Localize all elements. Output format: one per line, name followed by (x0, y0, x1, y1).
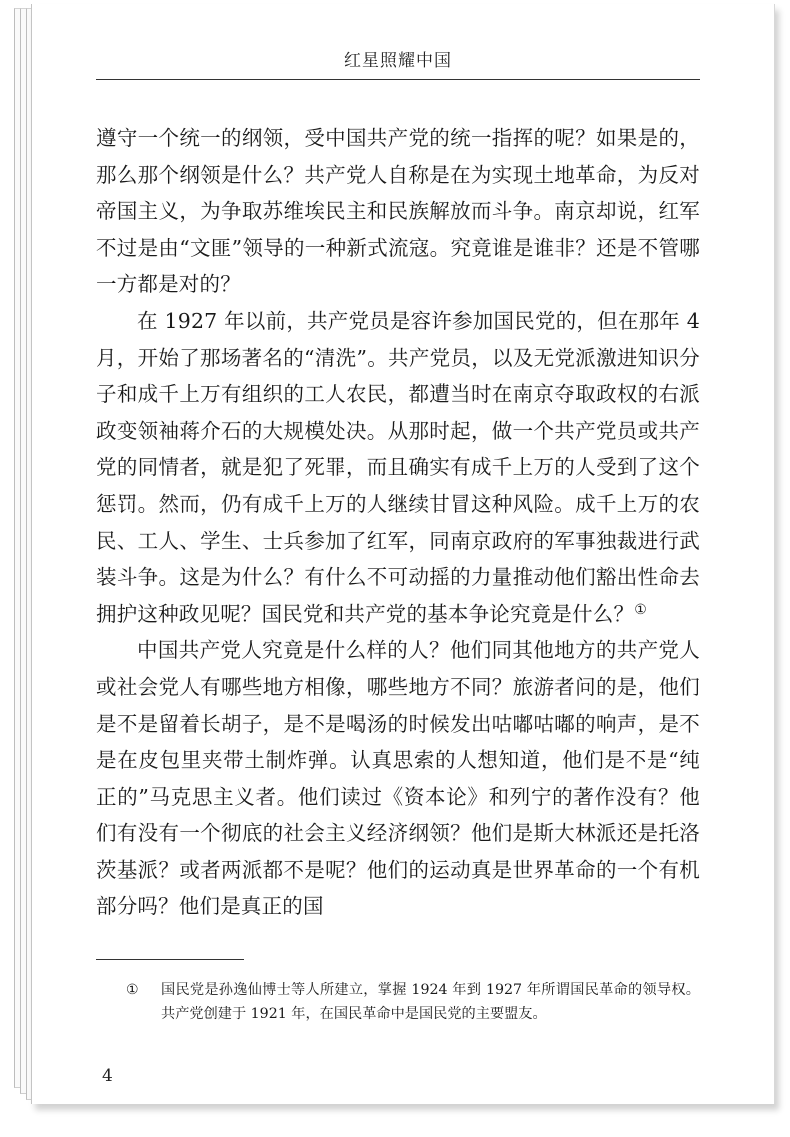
footnote (96, 978, 700, 1026)
body-text (96, 120, 700, 925)
footnote-text: 国民党是孙逸仙博士等人所建立，掌握 1924 年到 1927 年所谓国民革命的领导权。共产党创建于 1921 年，在国民革命中是国民党的主要盟友。 (161, 982, 700, 1022)
page-number: 4 (102, 1066, 113, 1086)
footnote-mark: ① (126, 982, 139, 998)
running-header: 红星照耀中国 (344, 51, 452, 71)
book-page (31, 4, 775, 1104)
paragraph-2 (96, 303, 700, 632)
paragraph-3: 中国共产党人究竟是什么样的人？他们同其他地方的共产党人或社会党人有哪些地方相像，哪些地方不同？旅游者问的是，他们是不是留着长胡子，是不是喝汤的时候发出咕嘟咕嘟的响声，是不是在皮包里夹带土制炸弹。认真思索的人想知道，他们是不是“纯正的”马克思主义者。他们读过《资本论》和列宁的著作没有？他们有没有一个彻底的社会主义经济纲领？他们是斯大林派还是托洛茨基派？或者两派都不是呢？他们的运动真是世界革命的一个有机部分吗？他们是真正的国 (96, 638, 700, 919)
header-rule (96, 79, 700, 80)
footnote-rule (96, 959, 244, 960)
paragraph-1: 遵守一个统一的纲领，受中国共产党的统一指挥的呢？如果是的，那么那个纲领是什么？共产党人自称是在为实现土地革命，为反对帝国主义，为争取苏维埃民主和民族解放而斗争。南京却说，红军不过是由“文匪”领导的一种新式流寇。究竟谁是谁非？还是不管哪一方都是对的？ (96, 126, 700, 297)
paragraph-2-text: 在 1927 年以前，共产党员是容许参加国民党的，但在那年 4 月，开始了那场著名的“清洗”。共产党员，以及无党派激进知识分子和成千上万有组织的工人农民，都遭当时在南京夺取政权的右派政变领袖蒋介石的大规模处决。从那时起，做一个共产党员或共产党的同情者，就是犯了死罪，而且确实有成千上万的人受到了这个惩罚。然而，仍有成千上万的人继续甘冒这种风险。成千上万的农民、工人、学生、士兵参加了红军，同南京政府的军事独裁进行武装斗争。这是为什么？有什么不可动摇的力量推动他们豁出性命去拥护这种政见呢？国民党和共产党的基本争论究竟是什么？ (96, 308, 700, 626)
footnote-reference[interactable]: ① (634, 601, 647, 618)
